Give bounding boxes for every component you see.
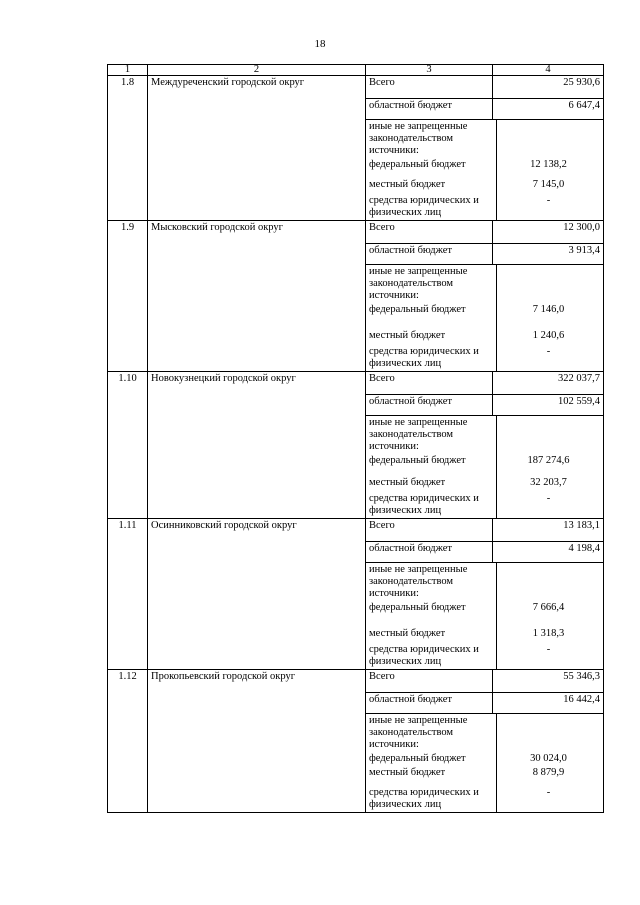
total-label: Всего — [366, 76, 493, 99]
local-label: местный бюджет — [369, 628, 446, 639]
row-number: 1.8 — [108, 76, 148, 221]
other-sources-cell — [366, 265, 604, 372]
legal-label: средства юридических и физических лиц — [369, 787, 479, 810]
legal-value: - — [546, 493, 551, 504]
other-sources-label: иные не запрещенные законодательством источники: — [369, 715, 468, 750]
header-col-1: 1 — [108, 65, 148, 76]
row-number: 1.9 — [108, 221, 148, 372]
budget-table — [107, 64, 604, 813]
local-label: местный бюджет — [369, 179, 446, 190]
federal-value: 187 274,6 — [527, 455, 570, 466]
legal-label: средства юридических и физических лиц — [369, 644, 479, 667]
other-sources-cell — [366, 563, 604, 670]
header-col-2: 2 — [148, 65, 366, 76]
municipality-name: Осинниковский городской округ — [148, 519, 366, 670]
other-sources-cell — [366, 120, 604, 221]
table-header-row — [108, 65, 604, 76]
local-value: 1 240,6 — [532, 330, 565, 341]
header-col-3: 3 — [366, 65, 493, 76]
total-label: Всего — [366, 670, 493, 693]
municipality-name: Междуреченский городской округ — [148, 76, 366, 221]
header-col-4: 4 — [493, 65, 604, 76]
federal-label: федеральный бюджет — [369, 753, 466, 764]
table-row — [108, 372, 604, 395]
federal-value: 7 666,4 — [532, 602, 565, 613]
local-value: 8 879,9 — [532, 767, 565, 778]
total-value: 13 183,1 — [493, 519, 604, 542]
federal-value: 12 138,2 — [530, 159, 567, 170]
regional-value: 16 442,4 — [493, 693, 604, 714]
federal-label: федеральный бюджет — [369, 455, 466, 466]
other-sources-cell — [366, 416, 604, 519]
local-value: 7 145,0 — [532, 179, 565, 190]
legal-label: средства юридических и физических лиц — [369, 493, 479, 516]
row-number: 1.12 — [108, 670, 148, 813]
local-value: 1 318,3 — [532, 628, 565, 639]
regional-value: 6 647,4 — [493, 99, 604, 120]
table-row — [108, 76, 604, 99]
local-label: местный бюджет — [369, 477, 446, 488]
total-value: 322 037,7 — [493, 372, 604, 395]
federal-label: федеральный бюджет — [369, 602, 466, 613]
regional-label: областной бюджет — [366, 244, 493, 265]
table-row — [108, 670, 604, 693]
regional-value: 4 198,4 — [493, 542, 604, 563]
regional-value: 3 913,4 — [493, 244, 604, 265]
regional-label: областной бюджет — [366, 693, 493, 714]
municipality-name: Новокузнецкий городской округ — [148, 372, 366, 519]
federal-label: федеральный бюджет — [369, 304, 466, 315]
total-label: Всего — [366, 372, 493, 395]
row-number: 1.11 — [108, 519, 148, 670]
table-row — [108, 221, 604, 244]
other-sources-label: иные не запрещенные законодательством источники: — [369, 564, 468, 599]
federal-value: 30 024,0 — [530, 753, 567, 764]
total-label: Всего — [366, 221, 493, 244]
legal-value: - — [546, 644, 551, 655]
federal-value: 7 146,0 — [532, 304, 565, 315]
municipality-name: Мысковский городской округ — [148, 221, 366, 372]
legal-value: - — [546, 195, 551, 206]
legal-value: - — [546, 346, 551, 357]
regional-value: 102 559,4 — [493, 395, 604, 416]
regional-label: областной бюджет — [366, 99, 493, 120]
other-sources-label: иные не запрещенные законодательством источники: — [369, 121, 468, 156]
local-value: 32 203,7 — [530, 477, 567, 488]
total-value: 12 300,0 — [493, 221, 604, 244]
regional-label: областной бюджет — [366, 542, 493, 563]
other-sources-label: иные не запрещенные законодательством источники: — [369, 266, 468, 301]
other-sources-label: иные не запрещенные законодательством источники: — [369, 417, 468, 452]
local-label: местный бюджет — [369, 330, 446, 341]
legal-label: средства юридических и физических лиц — [369, 195, 479, 218]
legal-value: - — [546, 787, 551, 798]
municipality-name: Прокопьевский городской округ — [148, 670, 366, 813]
other-sources-cell — [366, 714, 604, 813]
row-number: 1.10 — [108, 372, 148, 519]
local-label: местный бюджет — [369, 767, 446, 778]
page-number: 18 — [314, 38, 326, 50]
regional-label: областной бюджет — [366, 395, 493, 416]
table-row — [108, 519, 604, 542]
legal-label: средства юридических и физических лиц — [369, 346, 479, 369]
total-value: 25 930,6 — [493, 76, 604, 99]
federal-label: федеральный бюджет — [369, 159, 466, 170]
total-label: Всего — [366, 519, 493, 542]
total-value: 55 346,3 — [493, 670, 604, 693]
